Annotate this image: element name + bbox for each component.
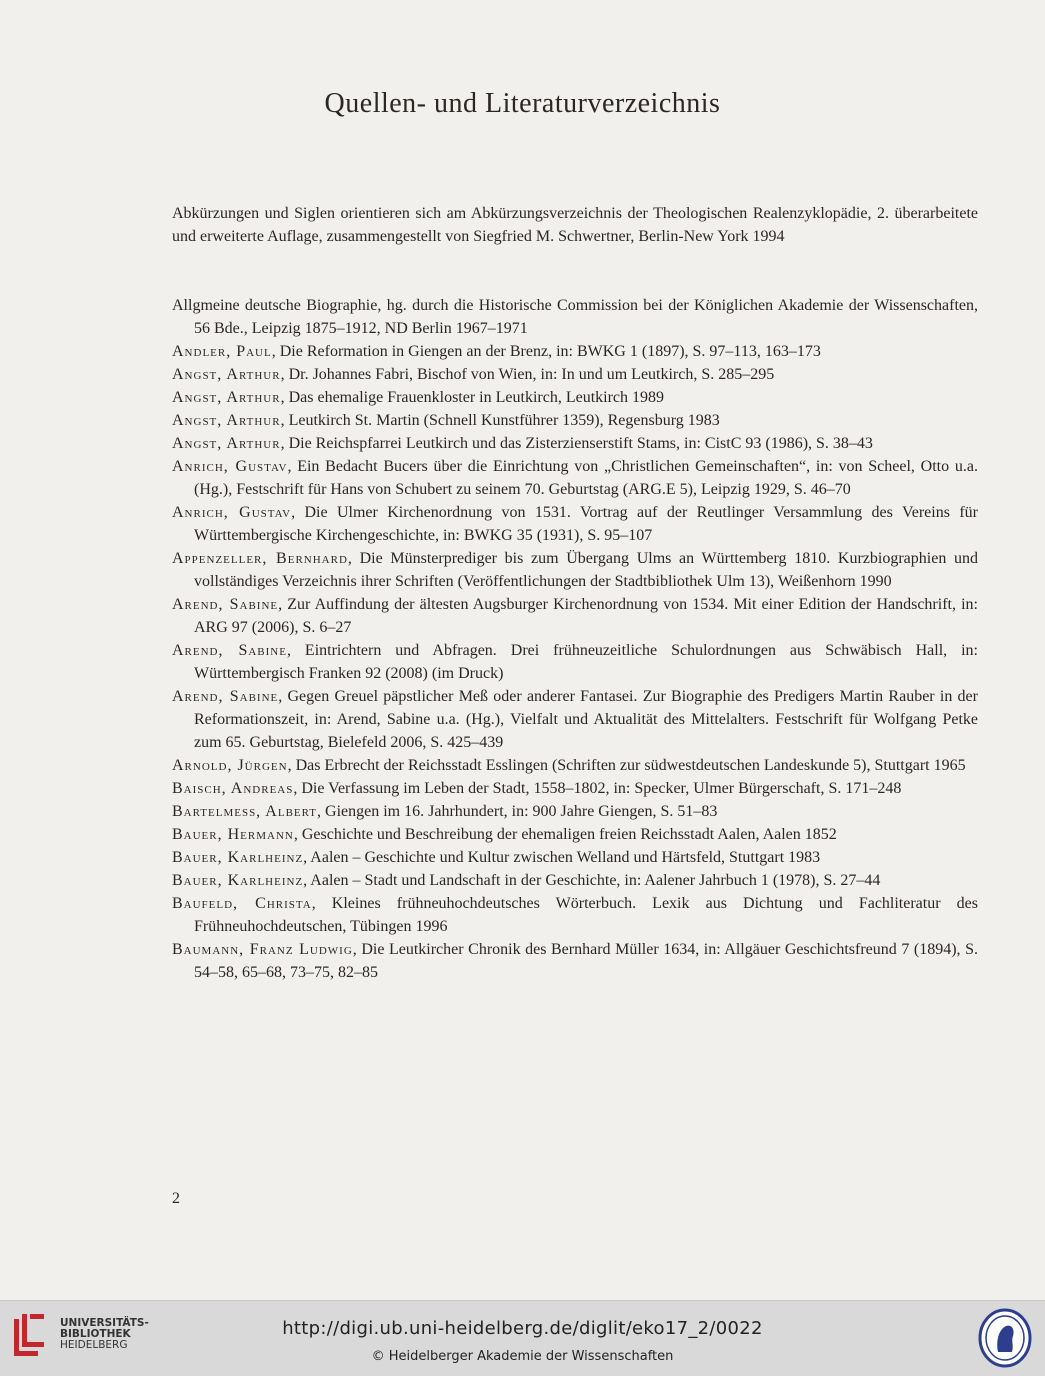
entry-author: Baisch, Andreas	[172, 780, 294, 797]
entry-text: , Aalen – Stadt und Landschaft in der Geschichte, in: Aalener Jahrbuch 1 (1978), S. 27–44	[303, 872, 881, 889]
entry-text: , Die Ulmer Kirchenordnung von 1531. Vortrag auf der Reutlinger Versammlung des Vereins für Württembergische Kirchengeschichte, in: BWKG 35 (1931), S. 95–107	[194, 504, 978, 544]
entry-text: , Das Erbrecht der Reichsstadt Esslingen (Schriften zur südwestdeutschen Landeskunde 5), Stuttgart 1965	[287, 757, 966, 774]
entry-text: , Zur Auffindung der ältesten Augsburger Kirchenordnung von 1534. Mit einer Edition der Handschrift, in: ARG 97 (2006), S. 6–27	[194, 596, 978, 636]
bibliography-list	[172, 294, 978, 984]
entry-author: Angst, Arthur	[172, 389, 281, 406]
bibliography-entry	[172, 846, 978, 869]
bibliography-entry	[172, 800, 978, 823]
page-title: Quellen- und Literaturverzeichnis	[324, 88, 721, 119]
entry-text: , Die Reformation in Giengen an der Brenz, in: BWKG 1 (1897), S. 97–113, 163–173	[271, 343, 821, 360]
entry-author: Bauer, Karlheinz	[172, 872, 304, 889]
library-logo-text: UNIVERSITÄTS- BIBLIOTHEK HEIDELBERG	[60, 1317, 149, 1351]
entry-author: Baufeld, Christa	[172, 895, 312, 912]
entry-text: Allgmeine deutsche Biographie, hg. durch die Historische Commission bei der Königlichen Akademie der Wissenschaften, 56 Bde., Leipzig 1875–1912, ND Berlin 1967–1971	[172, 297, 978, 337]
footer-bar	[0, 1300, 1045, 1376]
page-number: 2	[172, 1190, 180, 1207]
entry-author: Baumann, Franz Ludwig	[172, 941, 353, 958]
entry-text: , Gegen Greuel päpstlicher Meß oder anderer Fantasei. Zur Biographie des Predigers Martin Rauber in der Reformationszeit, in: Arend, Sabine u.a. (Hg.), Vielfalt und Aktualität des Mittelalters. Festschrift für Wolfgang Petke zum 65. Geburtstag, Bielefeld 2006, S. 425–439	[194, 688, 978, 751]
entry-text: , Dr. Johannes Fabri, Bischof von Wien, in: In und um Leutkirch, S. 285–295	[280, 366, 775, 383]
bibliography-entry	[172, 363, 978, 386]
bibliography-entry	[172, 386, 978, 409]
entry-author: Angst, Arthur	[172, 366, 281, 383]
bibliography-entry	[172, 409, 978, 432]
bibliography-entry	[172, 432, 978, 455]
bibliography-entry	[172, 777, 978, 800]
entry-author: Bauer, Karlheinz	[172, 849, 304, 866]
bibliography-entry	[172, 639, 978, 685]
entry-text: , Geschichte und Beschreibung der ehemaligen freien Reichsstadt Aalen, Aalen 1852	[293, 826, 837, 843]
entry-text: , Die Leutkircher Chronik des Bernhard Müller 1634, in: Allgäuer Geschichtsfreund 7 (1894), S. 54–58, 65–68, 73–75, 82–85	[194, 941, 978, 981]
copyright-notice: © Heidelberger Akademie der Wissenschaften	[371, 1349, 674, 1364]
bibliography-entry	[172, 455, 978, 501]
bibliography-entry	[172, 892, 978, 938]
entry-text: , Ein Bedacht Bucers über die Einrichtung von „Christlichen Gemeinschaften“, in: von Scheel, Otto u.a. (Hg.), Festschrift für Hans von Schubert zu seinem 70. Geburtstag (ARG.E 5), Leipzig 1929, S. 46–70	[194, 458, 978, 498]
entry-text: , Die Verfassung im Leben der Stadt, 1558–1802, in: Specker, Ulmer Bürgerschaft, S. 171–248	[293, 780, 902, 797]
bibliography-entry	[172, 294, 978, 340]
entry-author: Andler, Paul	[172, 343, 272, 360]
entry-author: Bauer, Hermann	[172, 826, 294, 843]
bibliography-entry	[172, 547, 978, 593]
entry-text: , Die Reichspfarrei Leutkirch und das Zisterzienserstift Stams, in: CistC 93 (1986), S. 38–43	[280, 435, 873, 452]
entry-text: , Das ehemalige Frauenkloster in Leutkirch, Leutkirch 1989	[280, 389, 665, 406]
entry-author: Anrich, Gustav	[172, 458, 288, 475]
entry-author: Arend, Sabine	[172, 688, 279, 705]
bibliography-entry	[172, 685, 978, 754]
bibliography-entry	[172, 938, 978, 984]
bibliography-entry	[172, 501, 978, 547]
bibliography-entry	[172, 593, 978, 639]
entry-author: Appenzeller, Bernhard	[172, 550, 348, 567]
entry-text: , Kleines frühneuhochdeutsches Wörterbuch. Lexik aus Dichtung und Fachliteratur des Frühneuhochdeutschen, Tübingen 1996	[194, 895, 978, 935]
entry-author: Arend, Sabine	[172, 596, 279, 613]
abbreviation-note: Abkürzungen und Siglen orientieren sich am Abkürzungsverzeichnis der Theologischen Realenzyklopädie, 2. überarbeitete und erweiterte Auflage, zusammengestellt von Siegfried M. Schwertner, Berlin-New York 1994	[172, 205, 978, 245]
bibliography-entry	[172, 823, 978, 846]
academy-seal-icon	[978, 1308, 1032, 1368]
entry-author: Angst, Arthur	[172, 412, 281, 429]
bibliography-entry	[172, 754, 978, 777]
entry-text: , Giengen im 16. Jahrhundert, in: 900 Jahre Giengen, S. 51–83	[317, 803, 718, 820]
entry-text: , Die Münsterprediger bis zum Übergang Ulms an Württemberg 1810. Kurzbiographien und vollständiges Verzeichnis ihrer Schriften (Veröffentlichungen der Stadtbibliothek Ulm 13), Weißenhorn 1990	[194, 550, 978, 590]
bibliography-entry	[172, 869, 978, 892]
entry-author: Bartelmess, Albert	[172, 803, 318, 820]
entry-text: , Eintrichtern und Abfragen. Drei frühneuzeitliche Schulordnungen aus Schwäbisch Hall, in: Württembergisch Franken 92 (2008) (im Druck)	[194, 642, 978, 682]
entry-author: Arend, Sabine	[172, 642, 287, 659]
permalink-url[interactable]: http://digi.ub.uni-heidelberg.de/diglit/eko17_2/0022	[282, 1318, 763, 1339]
entry-text: , Aalen – Geschichte und Kultur zwischen Welland und Härtsfeld, Stuttgart 1983	[303, 849, 821, 866]
entry-author: Angst, Arthur	[172, 435, 281, 452]
entry-author: Anrich, Gustav	[172, 504, 292, 521]
entry-author: Arnold, Jürgen	[172, 757, 288, 774]
entry-text: , Leutkirch St. Martin (Schnell Kunstführer 1359), Regensburg 1983	[280, 412, 720, 429]
bibliography-entry	[172, 340, 978, 363]
